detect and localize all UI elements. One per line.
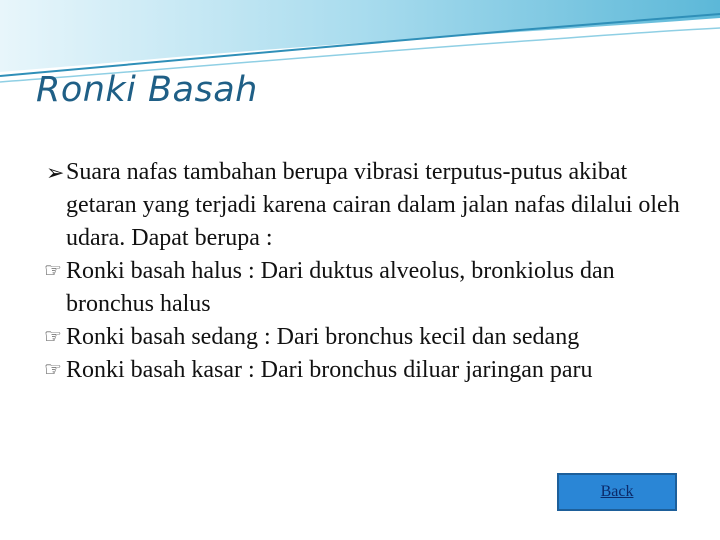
intro-item (46, 156, 686, 255)
list-item (46, 354, 686, 387)
intro-text: Suara nafas tambahan berupa vibrasi terputus-putus akibat getaran yang terjadi karena cairan dalam jalan nafas dilalui oleh udara. Dapat berupa : (66, 159, 680, 251)
hand-bullet-icon: ☞ (44, 260, 62, 282)
hand-bullet-icon: ☞ (44, 359, 62, 381)
list-item-text: Ronki basah kasar : Dari bronchus diluar jaringan paru (66, 357, 593, 383)
slide-title: Ronki Basah (36, 70, 258, 110)
list-item (46, 321, 686, 354)
slide-body (46, 156, 686, 387)
arrow-bullet-icon: ➢ (46, 160, 65, 185)
list-item (46, 255, 686, 321)
back-button[interactable]: Back (557, 473, 677, 511)
list-item-text: Ronki basah halus : Dari duktus alveolus, bronkiolus dan bronchus halus (66, 258, 615, 317)
hand-bullet-icon: ☞ (44, 326, 62, 348)
list-item-text: Ronki basah sedang : Dari bronchus kecil dan sedang (66, 324, 580, 350)
